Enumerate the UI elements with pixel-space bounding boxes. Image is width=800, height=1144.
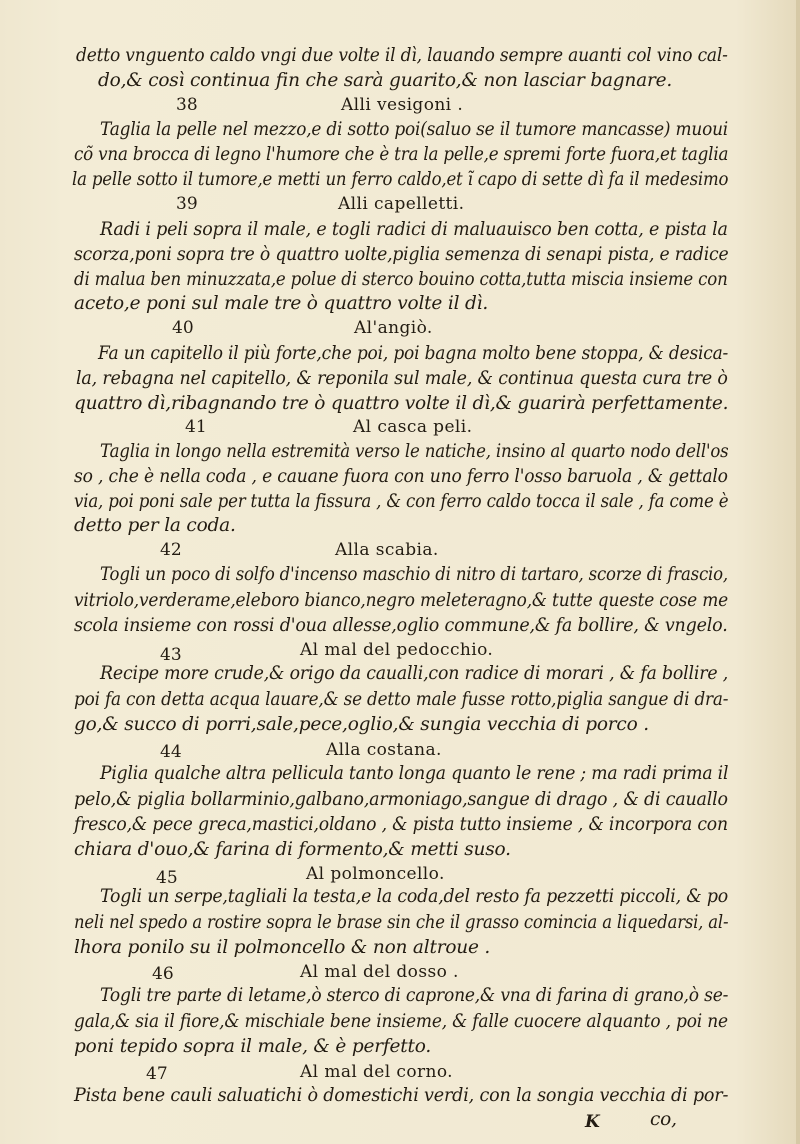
text-line: aceto,e poni sul male tre ò quattro volte il dì. [74,293,489,314]
text-line: Togli un serpe,tagliali la testa,e la coda,del resto fa pezzetti piccoli, & po [100,886,729,907]
text-line: poi fa con detta acqua lauare,& se detto male fusse rotto,piglia sangue di dra- [74,689,729,710]
text-line: scola insieme con rossi d'oua allesse,oglio commune,& fa bollire, & vngelo. [74,615,728,636]
text-line: cõ vna brocca di legno l'humore che è tra la pelle,e spremi forte fuora,et taglia [74,144,729,165]
text-line: Radi i peli sopra il male, e togli radici di maluauisco ben cotta, e pista la [100,219,728,240]
text-line: di malua ben minuzzata,e polue di sterco bouino cotta,tutta miscia insieme con [74,269,728,290]
text-line: detto per la coda. [74,515,236,536]
text-line: so , che è nella coda , e cauane fuora con uno ferro l'osso baruola , & gettalo [74,466,728,487]
page-edge [796,0,800,1144]
section-number: 45 [156,868,178,888]
section-heading: Alla costana. [326,740,442,760]
section-heading: Al mal del pedocchio. [300,640,494,660]
text-line: Pista bene cauli saluatichi ò domestichi verdi, con la songia vecchia di por- [74,1085,729,1106]
text-line: Taglia in longo nella estremità verso le natiche, insino al quarto nodo dell'os [100,441,729,462]
section-heading: Al'angiò. [354,318,433,338]
text-line: do,& così continua fin che sarà guarito,& non lasciar bagnare. [98,70,673,91]
section-number: 44 [160,742,182,762]
text-line: la, rebagna nel capitello, & reponila sul male, & continua questa cura tre ò [76,368,728,389]
section-number: 47 [146,1064,168,1084]
text-line: poni tepido sopra il male, & è perfetto. [74,1036,432,1057]
text-line: Piglia qualche altra pellicula tanto longa quanto le rene ; ma radi prima il [100,763,729,784]
text-line: via, poi poni sale per tutta la fissura , & con ferro caldo tocca il sale , fa come è [74,491,729,512]
text-line: quattro dì,ribagnando tre ò quattro volte il dì,& guarirà perfettamente. [74,393,729,414]
text-line: pelo,& piglia bollarminio,galbano,armoniago,sangue di drago , & di cauallo [74,789,728,810]
section-number: 39 [176,194,198,214]
section-number: 43 [160,645,182,665]
text-line: scorza,poni sopra tre ò quattro uolte,piglia semenza di senapi pista, e radice [74,244,729,265]
text-line: vitriolo,verderame,eleboro bianco,negro meleteragno,& tutte queste cose me [74,590,729,611]
text-line: neli nel spedo a rostire sopra le brase sin che il grasso comincia a liquedarsi, al- [74,912,729,933]
text-line: Togli un poco di solfo d'incenso maschio di nitro di tartaro, scorze di frascio, [100,564,728,585]
section-heading: Al mal del corno. [300,1062,453,1082]
text-line: Taglia la pelle nel mezzo,e di sotto poi(saluo se il tumore mancasse) muoui [100,119,729,140]
section-number: 41 [185,417,207,437]
text-line: co, [650,1109,677,1130]
section-heading: Al mal del dosso . [300,962,459,982]
section-number: 38 [176,95,198,115]
section-heading: Alla scabia. [335,540,439,560]
text-line: Fa un capitello il più forte,che poi, poi bagna molto bene stoppa, & desica- [98,343,729,364]
text-line: la pelle sotto il tumore,e metti un ferro caldo,et ĩ capo di sette dì fa il medesimo [72,169,729,190]
section-number: 40 [172,318,194,338]
text-line: fresco,& pece greca,mastici,oldano , & pista tutto insieme , & incorpora con [74,814,728,835]
section-heading: Al casca peli. [353,417,473,437]
text-line: Togli tre parte di letame,ò sterco di caprone,& vna di farina di grano,ò se- [100,985,729,1006]
text-line: gala,& sia il fiore,& mischiale bene insieme, & falle cuocere alquanto , poi ne [74,1011,728,1032]
text-line: detto vnguento caldo vngi due volte il dì, lauando sempre auanti col vino cal- [76,45,728,66]
section-heading: Alli vesigoni . [341,95,464,115]
signature-mark: K [585,1112,600,1132]
text-line: chiara d'ouo,& farina di formento,& metti suso. [74,839,511,860]
section-number: 46 [152,964,174,984]
text-line: lhora ponilo su il polmoncello & non altroue . [74,937,491,958]
text-line: Recipe more crude,& origo da caualli,con radice di morari , & fa bollire , [100,663,729,684]
section-heading: Alli capelletti. [338,194,465,214]
section-heading: Al polmoncello. [306,864,445,884]
section-number: 42 [160,540,182,560]
text-line: go,& succo di porri,sale,pece,oglio,& sungia vecchia di porco . [74,714,649,735]
